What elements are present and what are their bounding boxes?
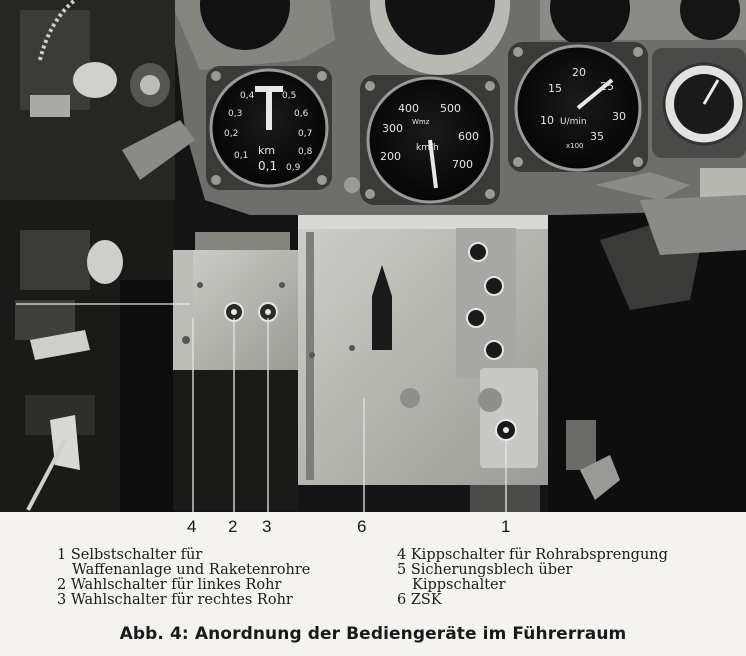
left-gauge-tick: 0,8 bbox=[298, 147, 313, 157]
callout-5: 5 bbox=[1, 296, 11, 315]
right-gauge-unit: U/min bbox=[560, 117, 587, 127]
callout-2: 2 bbox=[228, 517, 238, 536]
legend-item-5-continuation: Kippschalter bbox=[412, 577, 506, 593]
right-gauge-tick: 20 bbox=[572, 66, 586, 79]
callout-1: 1 bbox=[501, 517, 511, 536]
center-gauge-tick: 300 bbox=[382, 122, 403, 135]
center-gauge-tick: 500 bbox=[440, 102, 461, 115]
right-gauge-tick: 25 bbox=[600, 80, 614, 93]
right-gauge-tick: 10 bbox=[540, 114, 554, 127]
legend-item-1-continuation: Waffenanlage und Raketenrohre bbox=[72, 562, 311, 578]
left-gauge-tick: 0,5 bbox=[282, 91, 297, 101]
center-gauge-small-text: Wmz bbox=[412, 118, 430, 126]
callout-3: 3 bbox=[262, 517, 272, 536]
right-gauge-extra: x100 bbox=[566, 142, 584, 150]
legend-item-4: 4 Kippschalter für Rohrabsprengung bbox=[397, 547, 668, 563]
left-gauge-tick: 0,4 bbox=[240, 91, 255, 101]
legend-left bbox=[57, 548, 310, 608]
callout-4: 4 bbox=[187, 517, 197, 536]
legend-item-1: 1 Selbstschalter für bbox=[57, 547, 203, 563]
center-gauge-tick: 400 bbox=[398, 102, 419, 115]
left-gauge-unit: km bbox=[258, 144, 276, 157]
legend-right bbox=[397, 548, 668, 608]
center-gauge-tick: 200 bbox=[380, 150, 401, 163]
left-gauge-tick: 0,1 bbox=[234, 151, 249, 161]
center-gauge-unit: km/h bbox=[416, 143, 439, 153]
left-gauge-tick: 0,2 bbox=[224, 129, 239, 139]
left-gauge-tick: 0,6 bbox=[294, 109, 309, 119]
center-gauge-tick: 700 bbox=[452, 158, 473, 171]
right-gauge-tick: 15 bbox=[548, 82, 562, 95]
legend-item-6: 6 ZSK bbox=[397, 592, 442, 608]
left-gauge-tick: 0,3 bbox=[228, 109, 243, 119]
center-gauge-tick: 600 bbox=[458, 130, 479, 143]
left-gauge-tick: 0,7 bbox=[298, 129, 313, 139]
legend-item-2: 2 Wahlschalter für linkes Rohr bbox=[57, 577, 282, 593]
figure-caption: Abb. 4: Anordnung der Bediengeräte im Führerraum bbox=[119, 624, 627, 644]
right-gauge-tick: 30 bbox=[612, 110, 626, 123]
legend-item-3: 3 Wahlschalter für rechtes Rohr bbox=[57, 592, 293, 608]
legend-item-5: 5 Sicherungsblech über bbox=[397, 562, 573, 578]
callout-6: 6 bbox=[357, 517, 367, 536]
left-gauge-value: 0,1 bbox=[258, 159, 278, 173]
right-gauge-tick: 35 bbox=[590, 130, 604, 143]
left-gauge-tick: 0,9 bbox=[286, 163, 301, 173]
